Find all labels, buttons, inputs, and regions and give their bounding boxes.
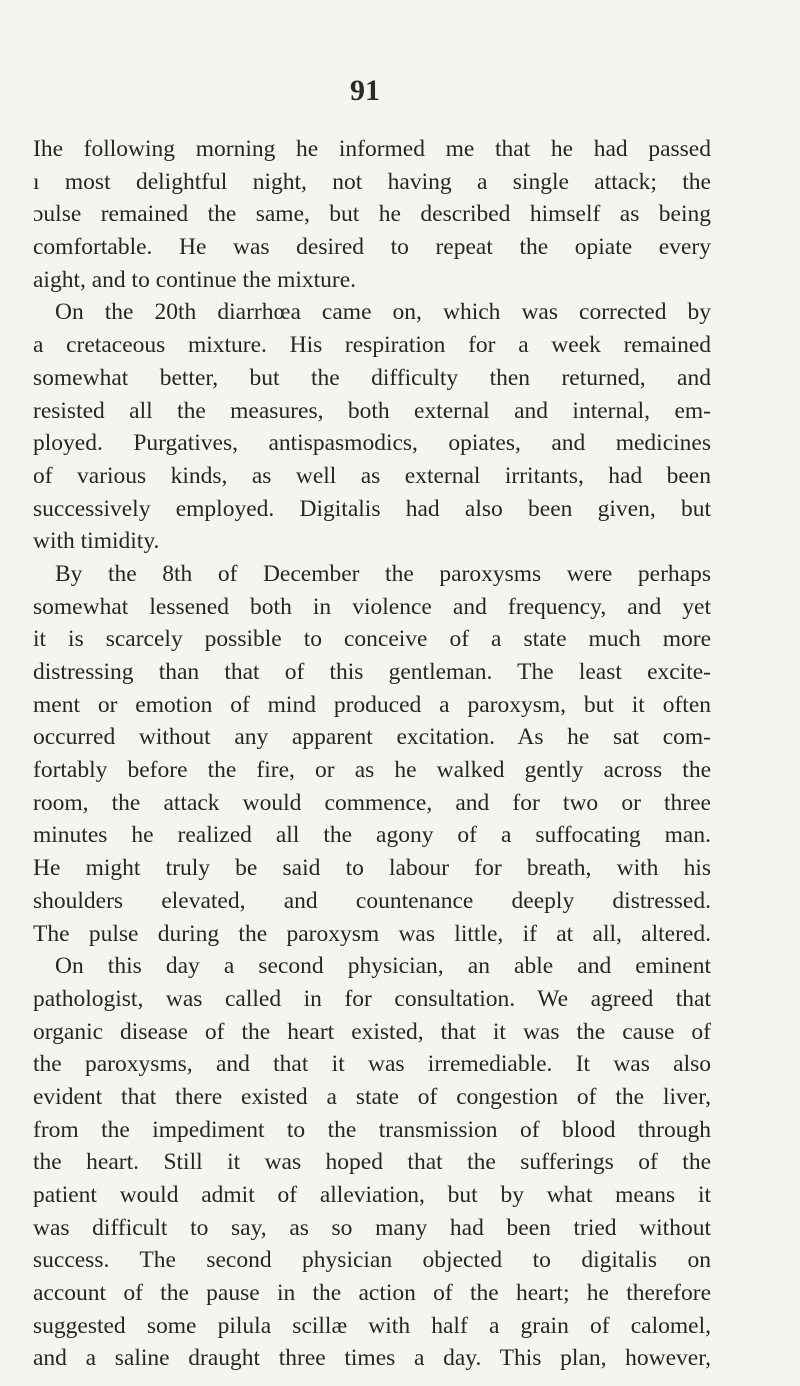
text-line: ı most delightful night, not having a single attack; the (33, 168, 711, 195)
text-line: and a saline draught three times a day. This plan, however, (33, 1345, 711, 1372)
paragraph-start-line: By the 8th of December the paroxysms were perhaps (55, 560, 711, 587)
text-line: somewhat better, but the difficulty then returned, and (33, 364, 711, 391)
text-line: shoulders elevated, and countenance deeply distressed. (33, 887, 711, 914)
text-line: the paroxysms, and that it was irremediable. It was also (33, 1051, 711, 1078)
text-line: with timidity. (33, 528, 160, 555)
text-line: of various kinds, as well as external irritants, had been (33, 462, 711, 489)
text-line: resisted all the measures, both external and internal, em- (33, 397, 711, 424)
text-line: organic disease of the heart existed, that it was the cause of (33, 1018, 711, 1045)
text-line: patient would admit of alleviation, but by what means it (33, 1182, 711, 1208)
body-text (33, 133, 711, 1375)
text-line: somewhat lessened both in violence and frequency, and yet (33, 593, 711, 620)
text-line: occurred without any apparent excitation. As he sat com- (33, 724, 711, 751)
text-line: He might truly be said to labour for breath, with his (33, 855, 711, 882)
text-line: it is scarcely possible to conceive of a state much more (33, 626, 711, 653)
text-line: room, the attack would commence, and for two or three (33, 789, 711, 816)
text-line: comfortable. He was desired to repeat the opiate every (33, 234, 711, 261)
text-line: The pulse during the paroxysm was little, if at all, altered. (33, 920, 711, 947)
text-line: distressing than that of this gentleman. The least excite- (33, 659, 711, 685)
page-number: 91 (350, 74, 380, 107)
text-line: the heart. Still it was hoped that the sufferings of the (33, 1149, 711, 1176)
text-line: suggested some pilula scillæ with half a grain of calomel, (33, 1312, 711, 1339)
text-line: account of the pause in the action of the heart; he therefore (33, 1280, 711, 1307)
text-line: fortably before the fire, or as he walked gently across the (33, 757, 711, 784)
text-line: successively employed. Digitalis had also been given, but (33, 495, 711, 522)
text-line: success. The second physician objected to digitalis on (33, 1247, 711, 1274)
paragraph-start-line: On this day a second physician, an able and eminent (55, 953, 711, 980)
text-line: ployed. Purgatives, antispasmodics, opiates, and medicines (33, 430, 711, 457)
text-line: a cretaceous mixture. His respiration for a week remained (33, 332, 711, 359)
text-line: pathologist, was called in for consultation. We agreed that (33, 985, 711, 1012)
text-line: aight, and to continue the mixture. (33, 266, 357, 293)
text-line: from the impediment to the transmission of blood through (33, 1116, 711, 1143)
text-line: ɔulse remained the same, but he described himself as being (33, 201, 711, 228)
text-line: ment or emotion of mind produced a paroxysm, but it often (33, 691, 711, 718)
text-line: minutes he realized all the agony of a suffocating man. (33, 822, 711, 849)
paragraph-start-line: On the 20th diarrhœa came on, which was corrected by (55, 299, 711, 326)
text-line: evident that there existed a state of congestion of the liver, (33, 1083, 711, 1110)
text-line: was difficult to say, as so many had been tried without (33, 1214, 711, 1241)
text-line: Ihe following morning he informed me that he had passed (33, 136, 711, 162)
